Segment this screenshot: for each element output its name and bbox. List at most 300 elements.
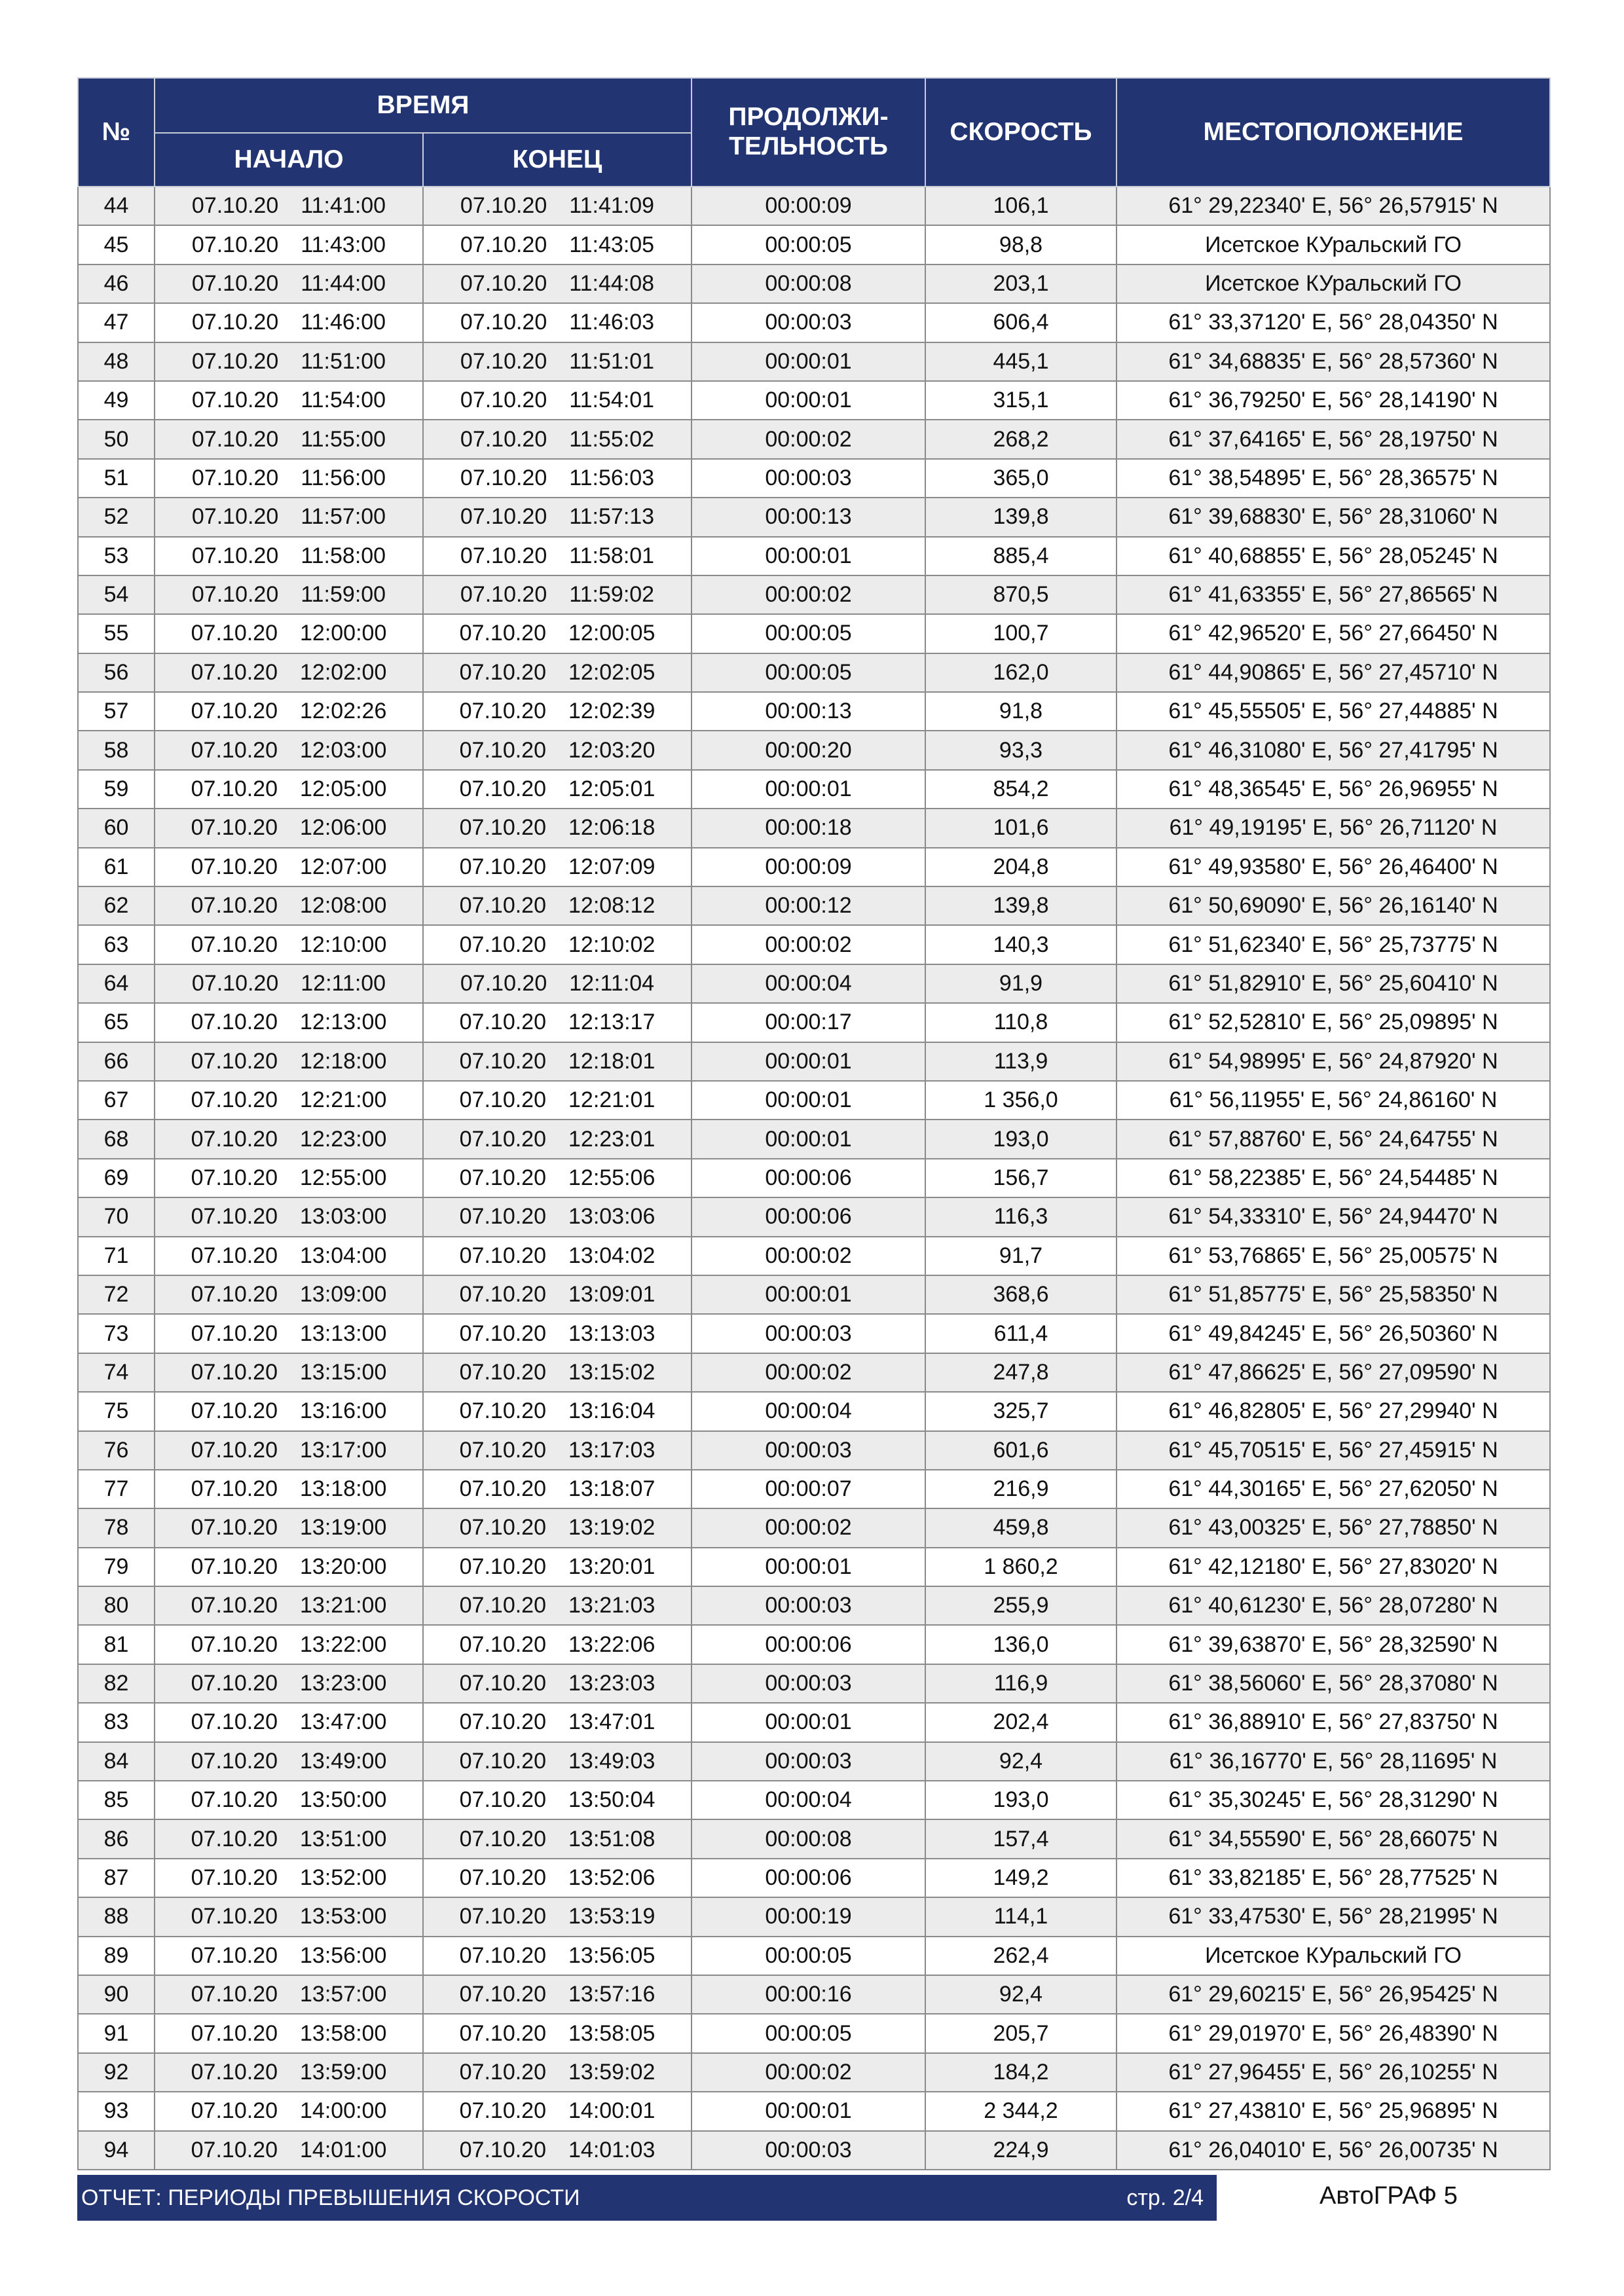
table-row: [78, 1081, 1550, 1120]
row-number: 75: [78, 1392, 155, 1430]
table-row: [78, 1042, 1550, 1081]
end-date: 07.10.20: [459, 1321, 546, 1346]
speed-cell: 854,2: [925, 770, 1116, 809]
speed-cell: 91,7: [925, 1237, 1116, 1275]
speed-cell: 92,4: [925, 1742, 1116, 1781]
end-time: 13:49:03: [568, 1748, 655, 1774]
table-row: [78, 692, 1550, 731]
table-row: [78, 1819, 1550, 1858]
end-cell: [423, 1625, 692, 1664]
row-number: 44: [78, 187, 155, 225]
start-date: 07.10.20: [191, 815, 278, 841]
start-cell: [155, 420, 423, 458]
speed-cell: 139,8: [925, 498, 1116, 536]
end-date: 07.10.20: [459, 776, 546, 802]
speed-cell: 204,8: [925, 848, 1116, 886]
table-row: [78, 1586, 1550, 1625]
end-date: 07.10.20: [459, 1282, 546, 1307]
duration-cell: 00:00:01: [692, 1042, 925, 1081]
end-time: 13:17:03: [568, 1437, 655, 1463]
start-date: 07.10.20: [191, 465, 279, 490]
table-row: [78, 420, 1550, 458]
speed-cell: 149,2: [925, 1859, 1116, 1897]
end-cell: [423, 614, 692, 653]
location-cell: 61° 40,68855' E, 56° 28,05245' N: [1116, 537, 1550, 575]
location-cell: 61° 33,37120' E, 56° 28,04350' N: [1116, 303, 1550, 342]
start-time: 11:43:00: [301, 232, 386, 257]
end-date: 07.10.20: [459, 2137, 546, 2162]
start-date: 07.10.20: [191, 504, 279, 530]
row-number: 84: [78, 1742, 155, 1781]
row-number: 94: [78, 2131, 155, 2170]
duration-cell: 00:00:13: [692, 498, 925, 536]
speed-cell: 224,9: [925, 2131, 1116, 2170]
end-date: 07.10.20: [459, 2059, 546, 2085]
start-date: 07.10.20: [191, 854, 278, 879]
start-cell: [155, 303, 423, 342]
start-cell: [155, 2092, 423, 2130]
start-date: 07.10.20: [191, 659, 278, 685]
start-date: 07.10.20: [191, 1826, 278, 1851]
start-time: 11:59:00: [301, 582, 386, 608]
start-cell: [155, 225, 423, 264]
end-time: 12:02:39: [568, 699, 655, 724]
start-time: 13:47:00: [300, 1709, 387, 1735]
start-time: 12:21:00: [300, 1087, 387, 1113]
end-cell: [423, 1431, 692, 1470]
header-number: №: [78, 78, 155, 187]
header-location: МЕСТОПОЛОЖЕНИЕ: [1116, 78, 1550, 187]
start-cell: [155, 264, 423, 303]
end-date: 07.10.20: [459, 2020, 546, 2046]
speeding-report-table: [77, 77, 1551, 2170]
end-cell: [423, 925, 692, 964]
duration-cell: 00:00:19: [692, 1897, 925, 1936]
start-time: 12:06:00: [300, 815, 387, 841]
end-cell: [423, 1742, 692, 1781]
end-time: 11:46:03: [569, 310, 655, 335]
table-row: [78, 848, 1550, 886]
end-date: 07.10.20: [459, 854, 546, 879]
duration-cell: 00:00:01: [692, 770, 925, 809]
start-cell: [155, 1042, 423, 1081]
duration-cell: 00:00:01: [692, 537, 925, 575]
start-cell: [155, 886, 423, 925]
start-time: 12:00:00: [300, 621, 387, 646]
table-row: [78, 498, 1550, 536]
end-cell: [423, 575, 692, 614]
location-cell: 61° 57,88760' E, 56° 24,64755' N: [1116, 1120, 1550, 1158]
speed-cell: 114,1: [925, 1897, 1116, 1936]
end-cell: [423, 1237, 692, 1275]
start-time: 13:21:00: [300, 1593, 387, 1618]
start-time: 13:03:00: [300, 1204, 387, 1230]
end-cell: [423, 1353, 692, 1392]
table-row: [78, 1392, 1550, 1430]
location-cell: 61° 50,69090' E, 56° 26,16140' N: [1116, 886, 1550, 925]
start-cell: [155, 1625, 423, 1664]
start-cell: [155, 1897, 423, 1936]
end-date: 07.10.20: [459, 659, 546, 685]
start-time: 12:08:00: [300, 893, 387, 919]
table-row: [78, 1003, 1550, 1042]
row-number: 52: [78, 498, 155, 536]
table-row: [78, 537, 1550, 575]
end-time: 13:16:04: [568, 1398, 655, 1424]
end-time: 13:22:06: [568, 1631, 655, 1657]
table-row: [78, 1353, 1550, 1392]
start-time: 12:07:00: [300, 854, 387, 879]
start-time: 13:51:00: [300, 1826, 387, 1851]
table-row: [78, 1625, 1550, 1664]
table-row: [78, 925, 1550, 964]
speed-cell: 325,7: [925, 1392, 1116, 1430]
end-cell: [423, 2131, 692, 2170]
end-date: 07.10.20: [459, 1126, 546, 1152]
speed-cell: 203,1: [925, 264, 1116, 303]
start-date: 07.10.20: [191, 1087, 278, 1113]
end-time: 12:18:01: [568, 1048, 655, 1074]
start-date: 07.10.20: [191, 1865, 278, 1890]
speed-cell: 247,8: [925, 1353, 1116, 1392]
location-cell: 61° 51,62340' E, 56° 25,73775' N: [1116, 925, 1550, 964]
table-row: [78, 1897, 1550, 1936]
end-date: 07.10.20: [459, 1243, 546, 1268]
speed-cell: 162,0: [925, 653, 1116, 692]
location-cell: 61° 36,79250' E, 56° 28,14190' N: [1116, 381, 1550, 420]
duration-cell: 00:00:02: [692, 575, 925, 614]
start-cell: [155, 1081, 423, 1120]
duration-cell: 00:00:06: [692, 1159, 925, 1197]
location-cell: 61° 53,76865' E, 56° 25,00575' N: [1116, 1237, 1550, 1275]
speed-cell: 98,8: [925, 225, 1116, 264]
table-row: [78, 1197, 1550, 1236]
start-cell: [155, 1120, 423, 1158]
start-date: 07.10.20: [191, 1942, 278, 1968]
start-date: 07.10.20: [191, 1204, 278, 1230]
end-time: 13:21:03: [568, 1593, 655, 1618]
speed-cell: 136,0: [925, 1625, 1116, 1664]
duration-cell: 00:00:09: [692, 187, 925, 225]
end-date: 07.10.20: [460, 504, 547, 530]
start-cell: [155, 1431, 423, 1470]
location-cell: Исетское КУральский ГО: [1116, 225, 1550, 264]
location-cell: 61° 35,30245' E, 56° 28,31290' N: [1116, 1781, 1550, 1819]
end-date: 07.10.20: [460, 388, 547, 413]
end-cell: [423, 2014, 692, 2052]
end-cell: [423, 731, 692, 769]
duration-cell: 00:00:04: [692, 1392, 925, 1430]
duration-cell: 00:00:03: [692, 303, 925, 342]
start-date: 07.10.20: [191, 310, 279, 335]
start-cell: [155, 342, 423, 381]
location-cell: 61° 49,19195' E, 56° 26,71120' N: [1116, 809, 1550, 847]
end-date: 07.10.20: [459, 1398, 546, 1424]
end-time: 13:09:01: [568, 1282, 655, 1307]
end-cell: [423, 342, 692, 381]
location-cell: 61° 27,43810' E, 56° 25,96895' N: [1116, 2092, 1550, 2130]
duration-cell: 00:00:03: [692, 1664, 925, 1703]
table-row: [78, 303, 1550, 342]
table-row: [78, 1314, 1550, 1353]
start-time: 12:13:00: [300, 1010, 387, 1035]
end-date: 07.10.20: [460, 971, 547, 996]
row-number: 72: [78, 1275, 155, 1314]
location-cell: 61° 36,88910' E, 56° 27,83750' N: [1116, 1703, 1550, 1741]
duration-cell: 00:00:01: [692, 1120, 925, 1158]
row-number: 61: [78, 848, 155, 886]
start-date: 07.10.20: [191, 1515, 278, 1540]
start-date: 07.10.20: [191, 270, 279, 296]
end-date: 07.10.20: [459, 737, 546, 763]
location-cell: 61° 58,22385' E, 56° 24,54485' N: [1116, 1159, 1550, 1197]
table-row: [78, 1664, 1550, 1703]
end-date: 07.10.20: [459, 1787, 546, 1813]
table-row: [78, 2092, 1550, 2130]
duration-cell: 00:00:01: [692, 1703, 925, 1741]
row-number: 86: [78, 1819, 155, 1858]
end-date: 07.10.20: [459, 1593, 546, 1618]
start-date: 07.10.20: [191, 1165, 278, 1190]
end-date: 07.10.20: [459, 1359, 546, 1385]
start-time: 13:09:00: [300, 1282, 387, 1307]
start-time: 12:05:00: [300, 776, 387, 802]
location-cell: 61° 38,56060' E, 56° 28,37080' N: [1116, 1664, 1550, 1703]
row-number: 58: [78, 731, 155, 769]
end-time: 13:13:03: [568, 1321, 655, 1346]
header-duration: [692, 78, 925, 187]
row-number: 45: [78, 225, 155, 264]
end-cell: [423, 1508, 692, 1547]
start-cell: [155, 848, 423, 886]
location-cell: 61° 46,31080' E, 56° 27,41795' N: [1116, 731, 1550, 769]
duration-cell: 00:00:01: [692, 1548, 925, 1586]
end-cell: [423, 1081, 692, 1120]
start-cell: [155, 1548, 423, 1586]
end-date: 07.10.20: [459, 1554, 546, 1579]
start-time: 12:02:26: [300, 699, 387, 724]
start-time: 13:58:00: [300, 2020, 387, 2046]
end-cell: [423, 1197, 692, 1236]
end-date: 07.10.20: [460, 193, 547, 219]
start-time: 13:13:00: [300, 1321, 387, 1346]
duration-cell: 00:00:18: [692, 809, 925, 847]
end-cell: [423, 2053, 692, 2092]
row-number: 55: [78, 614, 155, 653]
start-time: 14:01:00: [300, 2137, 387, 2162]
speed-cell: 445,1: [925, 342, 1116, 381]
row-number: 54: [78, 575, 155, 614]
start-time: 13:20:00: [300, 1554, 387, 1579]
location-cell: 61° 47,86625' E, 56° 27,09590' N: [1116, 1353, 1550, 1392]
start-time: 13:56:00: [300, 1942, 387, 1968]
end-date: 07.10.20: [459, 1671, 546, 1696]
end-cell: [423, 653, 692, 692]
start-date: 07.10.20: [191, 1126, 278, 1152]
start-time: 13:50:00: [300, 1787, 387, 1813]
end-cell: [423, 420, 692, 458]
table-row: [78, 1120, 1550, 1158]
duration-cell: 00:00:05: [692, 2014, 925, 2052]
start-time: 13:15:00: [300, 1359, 387, 1385]
table-row: [78, 614, 1550, 653]
header-end: КОНЕЦ: [423, 133, 692, 187]
start-date: 07.10.20: [191, 232, 279, 257]
start-time: 13:52:00: [300, 1865, 387, 1890]
start-cell: [155, 770, 423, 809]
end-time: 12:23:01: [568, 1126, 655, 1152]
start-cell: [155, 964, 423, 1003]
duration-cell: 00:00:03: [692, 2131, 925, 2170]
start-cell: [155, 1275, 423, 1314]
end-time: 13:50:04: [568, 1787, 655, 1813]
row-number: 66: [78, 1042, 155, 1081]
duration-cell: 00:00:01: [692, 381, 925, 420]
start-time: 11:55:00: [301, 426, 386, 452]
speed-cell: 611,4: [925, 1314, 1116, 1353]
end-date: 07.10.20: [459, 1982, 546, 2007]
start-cell: [155, 809, 423, 847]
location-cell: 61° 40,61230' E, 56° 28,07280' N: [1116, 1586, 1550, 1625]
end-cell: [423, 1703, 692, 1741]
end-time: 11:58:01: [569, 543, 655, 568]
start-date: 07.10.20: [191, 971, 279, 996]
table-row: [78, 381, 1550, 420]
end-cell: [423, 1314, 692, 1353]
start-cell: [155, 1703, 423, 1741]
row-number: 76: [78, 1431, 155, 1470]
start-date: 07.10.20: [191, 1476, 278, 1502]
row-number: 91: [78, 2014, 155, 2052]
end-date: 07.10.20: [460, 232, 547, 257]
row-number: 88: [78, 1897, 155, 1936]
start-time: 11:57:00: [301, 504, 386, 530]
start-cell: [155, 1664, 423, 1703]
end-time: 12:00:05: [568, 621, 655, 646]
start-date: 07.10.20: [191, 1243, 278, 1268]
start-cell: [155, 1937, 423, 1975]
end-time: 11:41:09: [569, 193, 655, 219]
end-date: 07.10.20: [459, 1165, 546, 1190]
start-date: 07.10.20: [191, 1321, 278, 1346]
end-date: 07.10.20: [459, 699, 546, 724]
table-row: [78, 1508, 1550, 1547]
duration-cell: 00:00:02: [692, 1353, 925, 1392]
start-cell: [155, 1508, 423, 1547]
brand-label: АвтоГРАФ 5: [1320, 2182, 1458, 2210]
start-time: 11:46:00: [301, 310, 386, 335]
row-number: 49: [78, 381, 155, 420]
table-row: [78, 1975, 1550, 2014]
start-cell: [155, 1586, 423, 1625]
start-date: 07.10.20: [191, 1671, 278, 1696]
end-cell: [423, 848, 692, 886]
location-cell: 61° 33,82185' E, 56° 28,77525' N: [1116, 1859, 1550, 1897]
table-row: [78, 886, 1550, 925]
end-cell: [423, 1003, 692, 1042]
row-number: 71: [78, 1237, 155, 1275]
location-cell: 61° 46,82805' E, 56° 27,29940' N: [1116, 1392, 1550, 1430]
duration-cell: 00:00:17: [692, 1003, 925, 1042]
row-number: 68: [78, 1120, 155, 1158]
location-cell: 61° 52,52810' E, 56° 25,09895' N: [1116, 1003, 1550, 1042]
duration-cell: 00:00:01: [692, 1275, 925, 1314]
start-cell: [155, 1392, 423, 1430]
table-row: [78, 809, 1550, 847]
end-time: 12:21:01: [568, 1087, 655, 1113]
header-duration-label: ПРОДОЛЖИ- ТЕЛЬНОСТЬ: [728, 103, 889, 160]
duration-cell: 00:00:05: [692, 614, 925, 653]
start-cell: [155, 1314, 423, 1353]
duration-cell: 00:00:04: [692, 964, 925, 1003]
end-time: 13:59:02: [568, 2059, 655, 2085]
header-speed: СКОРОСТЬ: [925, 78, 1116, 187]
end-date: 07.10.20: [459, 1087, 546, 1113]
duration-cell: 00:00:09: [692, 848, 925, 886]
start-cell: [155, 925, 423, 964]
end-date: 07.10.20: [460, 582, 547, 608]
duration-cell: 00:00:06: [692, 1625, 925, 1664]
location-cell: 61° 36,16770' E, 56° 28,11695' N: [1116, 1742, 1550, 1781]
speed-cell: 459,8: [925, 1508, 1116, 1547]
end-time: 13:56:05: [568, 1942, 655, 1968]
start-cell: [155, 1470, 423, 1508]
start-time: 12:55:00: [300, 1165, 387, 1190]
location-cell: 61° 45,70515' E, 56° 27,45915' N: [1116, 1431, 1550, 1470]
end-time: 13:57:16: [568, 1982, 655, 2007]
end-time: 13:51:08: [568, 1826, 655, 1851]
location-cell: 61° 41,63355' E, 56° 27,86565' N: [1116, 575, 1550, 614]
row-number: 62: [78, 886, 155, 925]
start-date: 07.10.20: [191, 582, 279, 608]
table-row: [78, 770, 1550, 809]
end-cell: [423, 1937, 692, 1975]
row-number: 56: [78, 653, 155, 692]
row-number: 64: [78, 964, 155, 1003]
end-time: 13:18:07: [568, 1476, 655, 1502]
end-time: 12:03:20: [568, 737, 655, 763]
speed-cell: 262,4: [925, 1937, 1116, 1975]
start-time: 12:11:00: [301, 971, 386, 996]
duration-cell: 00:00:02: [692, 1508, 925, 1547]
end-cell: [423, 1275, 692, 1314]
speed-cell: 113,9: [925, 1042, 1116, 1081]
row-number: 85: [78, 1781, 155, 1819]
row-number: 67: [78, 1081, 155, 1120]
row-number: 46: [78, 264, 155, 303]
start-date: 07.10.20: [191, 193, 279, 219]
row-number: 53: [78, 537, 155, 575]
duration-cell: 00:00:02: [692, 1237, 925, 1275]
end-date: 07.10.20: [459, 2098, 546, 2124]
start-date: 07.10.20: [191, 1359, 278, 1385]
speed-cell: 205,7: [925, 2014, 1116, 2052]
start-cell: [155, 459, 423, 498]
speed-cell: 216,9: [925, 1470, 1116, 1508]
start-time: 13:49:00: [300, 1748, 387, 1774]
table-row: [78, 1237, 1550, 1275]
speed-cell: 157,4: [925, 1819, 1116, 1858]
end-cell: [423, 809, 692, 847]
row-number: 82: [78, 1664, 155, 1703]
start-cell: [155, 1859, 423, 1897]
start-time: 13:19:00: [300, 1515, 387, 1540]
table-row: [78, 1937, 1550, 1975]
row-number: 78: [78, 1508, 155, 1547]
row-number: 59: [78, 770, 155, 809]
start-date: 07.10.20: [191, 2059, 278, 2085]
location-cell: 61° 38,54895' E, 56° 28,36575' N: [1116, 459, 1550, 498]
